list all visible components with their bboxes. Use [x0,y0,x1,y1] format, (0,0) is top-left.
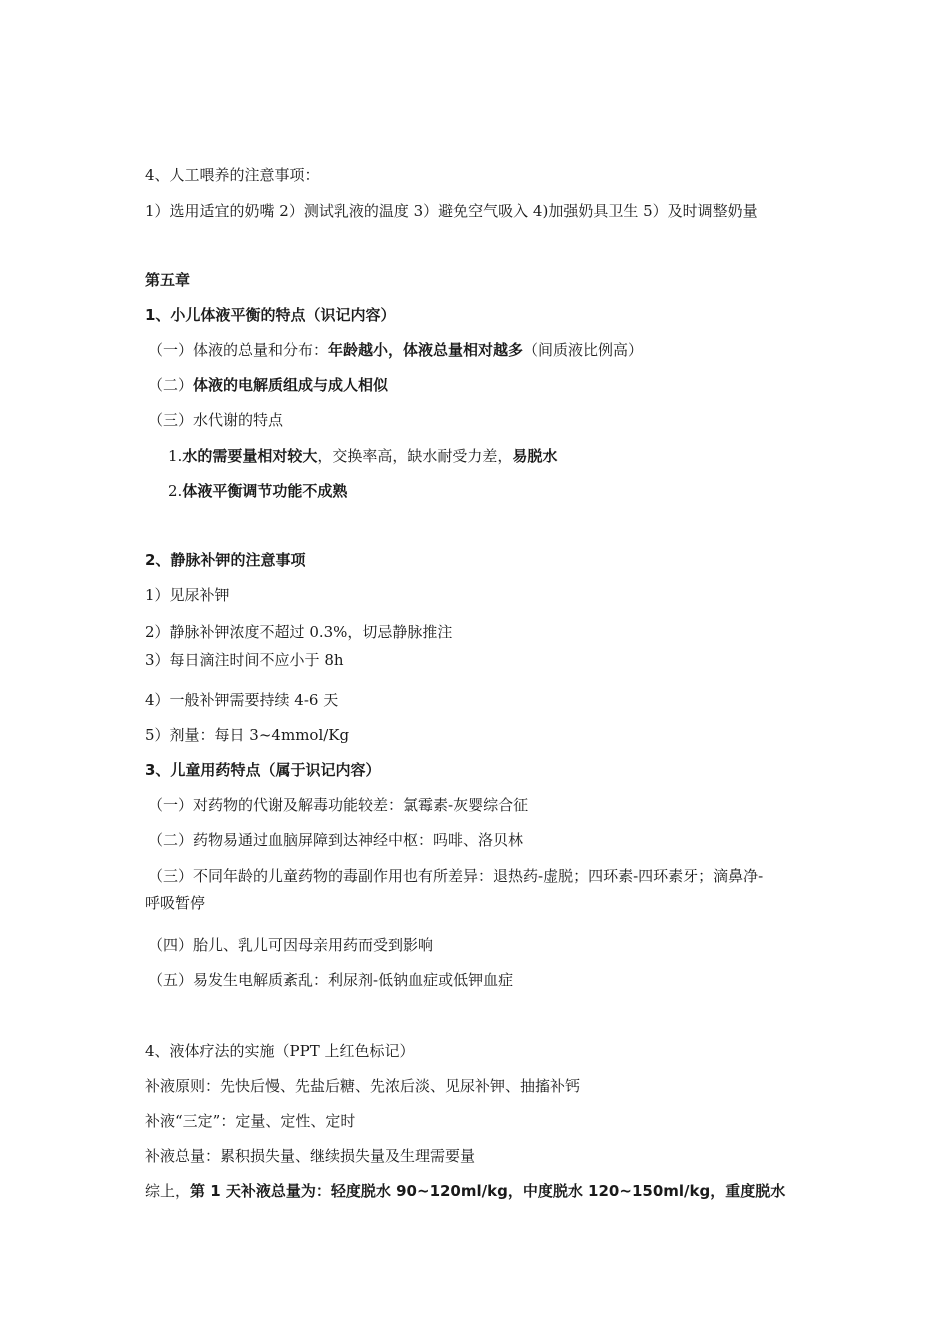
text: 1. [168,447,183,465]
potassium-title: 2、静脉补钾的注意事项 [145,551,306,569]
fluid-therapy-total: 补液总量：累积损失量、继续损失量及生理需要量 [145,1147,476,1165]
drug-use-item: （三）不同年龄的儿童药物的毒副作用也有所差异：退热药-虚脱；四环素-四环素牙；滴鼻净- [148,867,764,885]
fluid-therapy-three: 补液“三定”：定量、定性、定时 [145,1112,356,1130]
fluid-balance-sub-2 [168,481,347,501]
potassium-item: 5）剂量：每日 3~4mmol/Kg [145,726,350,744]
drug-use-item-continued: 呼吸暂停 [145,894,206,912]
text: （间质液比例高） [523,341,644,359]
drug-use-item: （五）易发生电解质紊乱：利尿剂-低钠血症或低钾血症 [148,971,514,989]
emphasis: 易脱水 [512,447,558,465]
drug-use-item: （一）对药物的代谢及解毒功能较差：氯霉素-灰婴综合征 [148,796,529,814]
emphasis: 水的需要量相对较大 [182,447,318,465]
fluid-balance-sub-1 [168,446,557,466]
potassium-item: 2）静脉补钾浓度不超过 0.3%，切忌静脉推注 [145,623,453,641]
emphasis: 体液平衡调节功能不成熟 [182,482,348,500]
fluid-balance-title: 1、小儿体液平衡的特点（识记内容） [145,306,396,324]
emphasis: 年龄越小，体液总量相对越多 [328,341,524,359]
feeding-title: 4、人工喂养的注意事项： [145,166,320,184]
potassium-item: 4）一般补钾需要持续 4-6 天 [145,691,339,709]
drug-use-item: （二）药物易通过血脑屏障到达神经中枢：吗啡、洛贝林 [148,831,524,849]
fluid-balance-point-3: （三）水代谢的特点 [148,411,284,429]
potassium-item: 3）每日滴注时间不应小于 8h [145,651,344,669]
fluid-balance-point-2 [148,375,388,395]
text: 2. [168,482,183,500]
text: 综上， [145,1182,191,1200]
fluid-balance-point-1 [148,340,643,360]
chapter-heading: 第五章 [145,271,191,289]
fluid-therapy-principle: 补液原则：先快后慢、先盐后糖、先浓后淡、见尿补钾、抽搐补钙 [145,1077,581,1095]
text: （一）体液的总量和分布： [148,341,329,359]
fluid-therapy-title: 4、液体疗法的实施（PPT 上红色标记） [145,1042,415,1060]
feeding-items: 1）选用适宜的奶嘴 2）测试乳液的温度 3）避免空气吸入 4)加强奶具卫生 5）及时调整奶量 [145,202,758,220]
potassium-item: 1）见尿补钾 [145,586,230,604]
text: ，交换率高，缺水耐受力差， [317,447,513,465]
fluid-therapy-summary [145,1181,785,1201]
emphasis: 第 1 天补液总量为：轻度脱水 90~120ml/kg，中度脱水 120~150ml/kg，重度脱水 [190,1182,786,1200]
drug-use-title: 3、儿童用药特点（属于识记内容） [145,761,381,779]
drug-use-item: （四）胎儿、乳儿可因母亲用药而受到影响 [148,936,434,954]
emphasis: 体液的电解质组成与成人相似 [193,376,389,394]
text: （二） [148,376,194,394]
